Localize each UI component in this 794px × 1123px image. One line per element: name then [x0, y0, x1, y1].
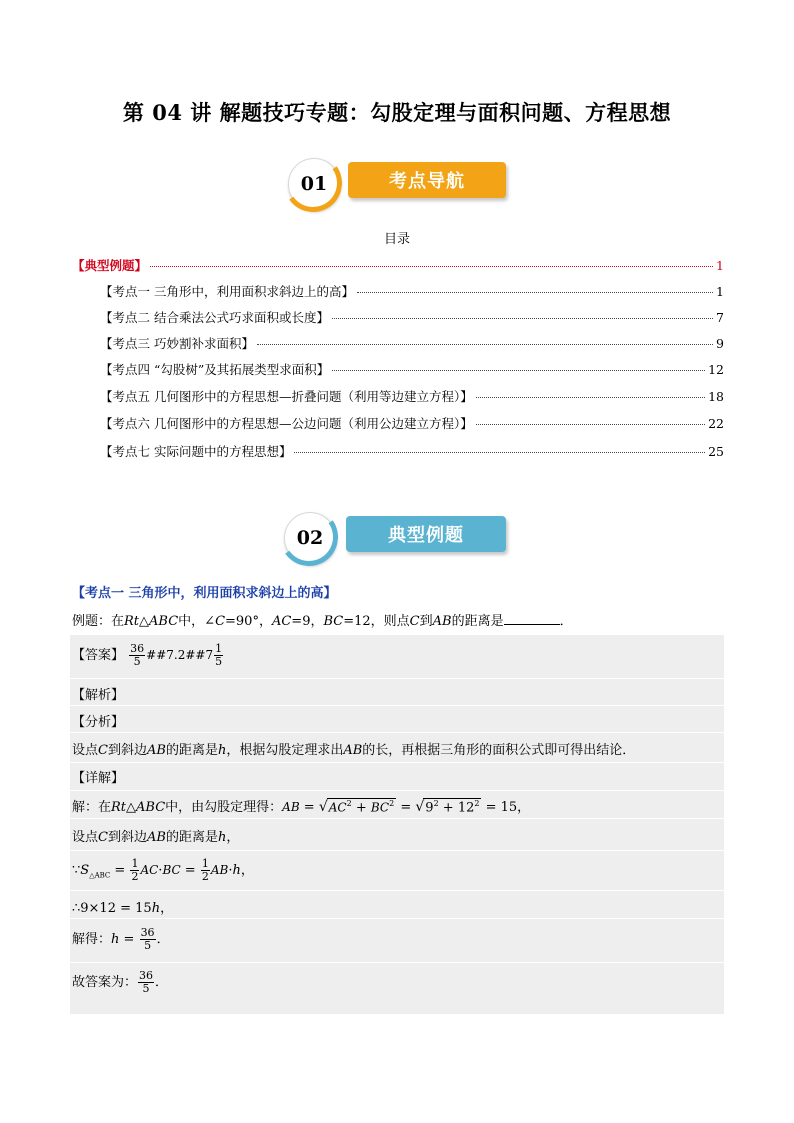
- fenxi-label: 【分析】: [72, 715, 125, 730]
- toc-item[interactable]: [100, 360, 724, 378]
- toc-leader-dots: [294, 451, 705, 453]
- toc-item-page: 7: [716, 310, 724, 325]
- toc-leader-dots: [257, 343, 713, 345]
- fenxi-text: 设点C到斜边AB的距离是h，根据勾股定理求出AB的长，再根据三角形的面积公式即可得出结论．: [72, 743, 636, 758]
- toc-leader-dots: [476, 423, 705, 425]
- section-badge-nav: [288, 158, 510, 208]
- solution-step-4: ∴9×12 = 15h，: [72, 901, 174, 916]
- toc-item-label: 【考点一 三角形中，利用面积求斜边上的高】: [100, 284, 354, 299]
- toc-item-label: 【考点四 “勾股树”及其拓展类型求面积】: [100, 362, 330, 377]
- toc-item-label: 【考点六 几何图形中的方程思想—公边问题（利用公边建立方程）】: [100, 416, 473, 431]
- toc-item-label: 【考点五 几何图形中的方程思想—折叠问题（利用等边建立方程）】: [100, 389, 473, 404]
- divider: [70, 890, 724, 891]
- toc-leader-dots: [332, 369, 705, 371]
- divider: [70, 762, 724, 763]
- divider: [70, 678, 724, 679]
- toc-leader-dots: [332, 317, 713, 319]
- divider: [70, 818, 724, 819]
- toc-item-label: 【考点二 结合乘法公式巧求面积或长度】: [100, 310, 329, 325]
- badge-number-circle: [284, 512, 336, 564]
- toc-main-entry[interactable]: [72, 256, 724, 274]
- fraction: $\frac{36}{5}$: [140, 926, 155, 952]
- solution-step-5: 解得：h = $\frac{36}{5}$ ．: [72, 926, 170, 952]
- xiangjie-label: 【详解】: [72, 771, 125, 786]
- page-title: 第 04 讲 解题技巧专题：勾股定理与面积问题、方程思想: [122, 100, 672, 125]
- toc-item-page: 18: [708, 389, 724, 404]
- fraction: $\frac{36}{5}$: [130, 642, 145, 668]
- divider: [70, 790, 724, 791]
- badge-number: 02: [296, 527, 324, 549]
- badge-label: 典型例题: [346, 516, 506, 552]
- jiexi-label: 【解析】: [72, 688, 125, 703]
- example-question: 例题：在Rt△ABC中，∠C=90°，AC=9，BC=12，则点C到AB的距离是 ．: [72, 614, 573, 629]
- toc-item-label: 【考点七 实际问题中的方程思想】: [100, 444, 292, 459]
- solution-step-6: 故答案为： $\frac{36}{5}$ ．: [72, 969, 169, 995]
- badge-number-circle: [288, 158, 340, 210]
- solution-step-1: 解：在Rt△ABC中，由勾股定理得：AB = $√AC^2 + BC^2 = √9^2 + 12^2 = 15$，: [72, 798, 531, 815]
- answer-line: 【答案】 $\frac{36}{5}$ ##7.2##7 $\frac{1}{5}$: [72, 642, 223, 668]
- badge-label: 考点导航: [348, 162, 506, 198]
- fraction: $\frac{1}{2}$: [201, 857, 209, 883]
- answer-blank[interactable]: [504, 612, 560, 625]
- divider: [70, 705, 724, 706]
- solution-step-3: $\because S_{\triangle ABC}$ = $\frac{1}{2}$ AC·BC = $\frac{1}{2}$ AB·h，: [72, 857, 254, 883]
- solution-step-2: 设点C到斜边AB的距离是h，: [72, 830, 240, 845]
- toc-item[interactable]: [100, 282, 724, 300]
- toc-item[interactable]: [100, 308, 724, 326]
- fraction: $\frac{1}{2}$: [131, 857, 139, 883]
- solution-panel: [70, 635, 724, 1014]
- section-badge-examples: [284, 512, 510, 562]
- toc-item-page: 1: [716, 284, 724, 299]
- toc-item-page: 25: [708, 444, 724, 459]
- fraction: $\frac{36}{5}$: [139, 969, 154, 995]
- toc-leader-dots: [476, 396, 705, 398]
- divider: [70, 850, 724, 851]
- divider: [70, 918, 724, 919]
- fraction: $\frac{1}{5}$: [215, 642, 223, 668]
- divider: [70, 962, 724, 963]
- toc-item-page: 9: [716, 336, 724, 351]
- toc-main-label: 【典型例题】: [72, 258, 148, 273]
- toc-heading: 目录: [383, 232, 410, 247]
- toc-item[interactable]: [100, 334, 724, 352]
- toc-item[interactable]: [100, 387, 724, 405]
- toc-main-page: 1: [716, 258, 724, 273]
- divider: [70, 732, 724, 733]
- toc-item[interactable]: [100, 414, 724, 432]
- toc-item-page: 22: [708, 416, 724, 431]
- toc-leader-dots: [150, 265, 713, 267]
- badge-number: 01: [300, 173, 328, 195]
- toc-item-label: 【考点三 巧妙割补求面积】: [100, 336, 254, 351]
- toc-item-page: 12: [708, 362, 724, 377]
- topic-heading: 【考点一 三角形中，利用面积求斜边上的高】: [72, 586, 337, 601]
- toc-leader-dots: [357, 291, 713, 293]
- toc-item[interactable]: [100, 442, 724, 460]
